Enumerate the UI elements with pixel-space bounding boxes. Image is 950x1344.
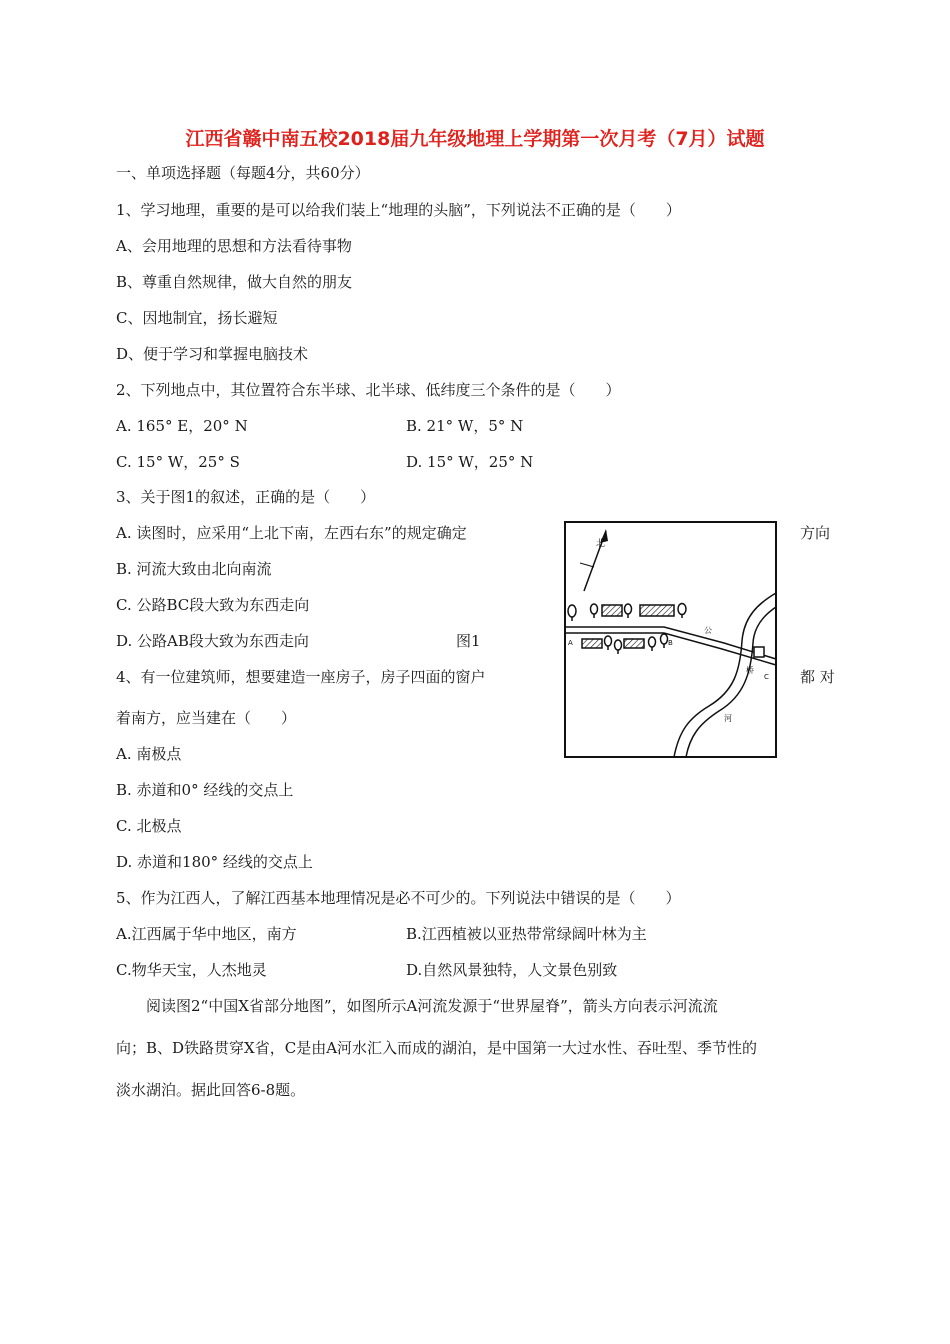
map-point-b: B xyxy=(668,639,673,647)
q4-option-d: D. 赤道和180° 经线的交点上 xyxy=(116,853,313,871)
q5-option-b: B.江西植被以亚热带常绿阔叶林为主 xyxy=(406,925,647,943)
q4-stem: 4、有一位建筑师，想要建造一座房子，房子四面的窗户 xyxy=(116,668,486,686)
figure-1-map xyxy=(564,521,777,758)
map-river-label: 河 xyxy=(724,714,732,723)
q2-option-d: D. 15° W，25° N xyxy=(406,453,534,471)
q2-stem: 2、下列地点中，其位置符合东半球、北半球、低纬度三个条件的是（ ） xyxy=(116,381,621,399)
bridge-icon xyxy=(754,647,764,657)
reading-line-3: 淡水湖泊。据此回答6-8题。 xyxy=(116,1081,306,1099)
q2-option-c: C. 15° W，25° S xyxy=(116,453,240,471)
q5-option-a: A.江西属于华中地区，南方 xyxy=(116,925,297,943)
q4-option-b: B. 赤道和0° 经线的交点上 xyxy=(116,781,294,799)
section-heading: 一、单项选择题（每题4分，共60分） xyxy=(116,164,370,182)
reading-line-1: 阅读图2“中国X省部分地图”，如图所示A河流发源于“世界屋脊”，箭头方向表示河流流 xyxy=(146,997,718,1015)
map-bridge-label: 桥 xyxy=(746,666,754,675)
q3-option-d: D. 公路AB段大致为东西走向 xyxy=(116,632,309,650)
reading-line-2: 向；B、D铁路贯穿X省，C是由A河水汇入而成的湖泊，是中国第一大过水性、吞吐型、季节性的 xyxy=(116,1039,758,1057)
map-point-c: C xyxy=(764,673,769,681)
house-icon xyxy=(582,639,602,648)
q4-option-c: C. 北极点 xyxy=(116,817,182,835)
q1-stem: 1、学习地理，重要的是可以给我们装上“地理的头脑”，下列说法不正确的是（ ） xyxy=(116,201,681,219)
figure-1-caption: 图1 xyxy=(456,632,481,650)
q3-option-b: B. 河流大致由北向南流 xyxy=(116,560,272,578)
q3-option-c: C. 公路BC段大致为东西走向 xyxy=(116,596,310,614)
page-title: 江西省赣中南五校2018届九年级地理上学期第一次月考（7月）试题 xyxy=(185,128,765,150)
q4-stem-line2: 着南方，应当建在（ ） xyxy=(116,709,297,727)
map-road-label: 公 xyxy=(704,626,712,635)
q1-option-d: D、便于学习和掌握电脑技术 xyxy=(116,345,309,363)
q4-stem-tail: 都 对 xyxy=(800,668,835,686)
map-north-label: 北 xyxy=(596,539,606,549)
house-icon xyxy=(624,639,644,648)
q5-option-d: D.自然风景独特，人文景色别致 xyxy=(406,961,618,979)
q1-option-c: C、因地制宜，扬长避短 xyxy=(116,309,278,327)
q2-option-a: A. 165° E，20° N xyxy=(116,417,248,435)
q5-stem: 5、作为江西人，了解江西基本地理情况是必不可少的。下列说法中错误的是（ ） xyxy=(116,889,681,907)
q3-option-a: A. 读图时，应采用“上北下南，左西右东”的规定确定 xyxy=(116,524,467,542)
house-icon xyxy=(602,605,622,616)
map-point-a: A xyxy=(568,639,573,647)
q3-option-a-tail: 方向 xyxy=(800,524,831,542)
q5-option-c: C.物华天宝，人杰地灵 xyxy=(116,961,267,979)
q4-option-a: A. 南极点 xyxy=(116,745,182,763)
q3-stem: 3、关于图1的叙述，正确的是（ ） xyxy=(116,488,376,506)
q1-option-b: B、尊重自然规律，做大自然的朋友 xyxy=(116,273,353,291)
house-icon xyxy=(640,605,674,616)
q2-option-b: B. 21° W，5° N xyxy=(406,417,524,435)
q1-option-a: A、会用地理的思想和方法看待事物 xyxy=(116,237,352,255)
